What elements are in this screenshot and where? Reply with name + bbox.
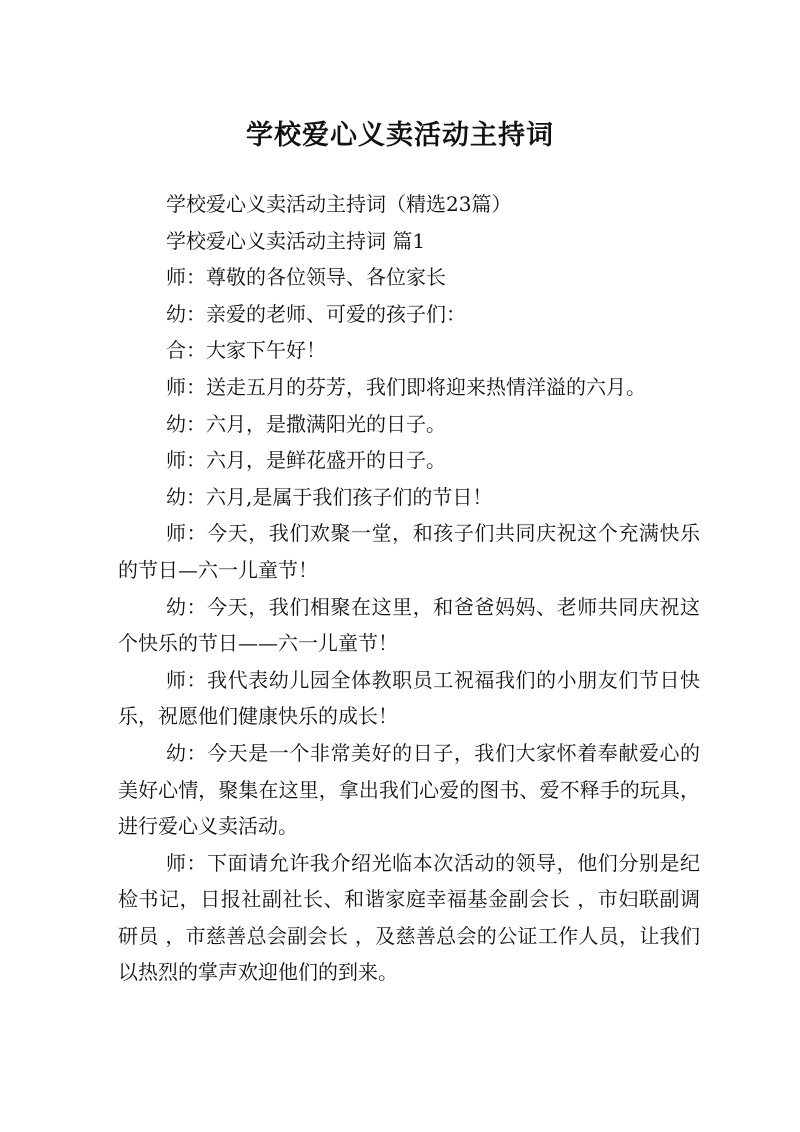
document-body (118, 186, 700, 991)
paragraph: 师：尊敬的各位领导、各位家长 (166, 265, 446, 290)
paragraph: 师：下面请允许我介绍光临本次活动的领导，他们分别是纪检书记，日报社副社长、和谐家庭幸福基金副会长 ，市妇联副调研员 ，市慈善总会副会长 ，及慈善总会的公证工作人员，让我们以热烈的掌声欢迎他们的到来。 (118, 850, 700, 985)
paragraph: 合：大家下午好！ (166, 338, 326, 363)
paragraph: 幼：六月，是撒满阳光的日子。 (166, 411, 446, 436)
paragraph: 幼：亲爱的老师、可爱的孩子们： (166, 301, 466, 326)
paragraph: 师：今天，我们欢聚一堂，和孩子们共同庆祝这个充满快乐的节日—六一儿童节！ (118, 521, 700, 582)
paragraph: 师：我代表幼儿园全体教职员工祝福我们的小朋友们节日快乐，祝愿他们健康快乐的成长！ (118, 667, 700, 729)
paragraph: 师：送走五月的芬芳，我们即将迎来热情洋溢的六月。 (166, 374, 646, 399)
paragraph: 学校爱心义卖活动主持词（精选23篇） (166, 192, 512, 216)
paragraph: 幼：今天，我们相聚在这里，和爸爸妈妈、老师共同庆祝这个快乐的节日——六一儿童节！ (118, 594, 700, 656)
paragraph: 幼：今天是一个非常美好的日子，我们大家怀着奉献爱心的美好心情，聚集在这里，拿出我们心爱的图书、爱不释手的玩具，进行爱心义卖活动。 (118, 740, 700, 839)
document-title: 学校爱心义卖活动主持词 (246, 120, 554, 152)
paragraph: 师：六月，是鲜花盛开的日子。 (166, 448, 446, 473)
paragraph: 幼：六月,是属于我们孩子们的节日！ (166, 484, 493, 509)
paragraph: 学校爱心义卖活动主持词 篇1 (166, 228, 426, 253)
